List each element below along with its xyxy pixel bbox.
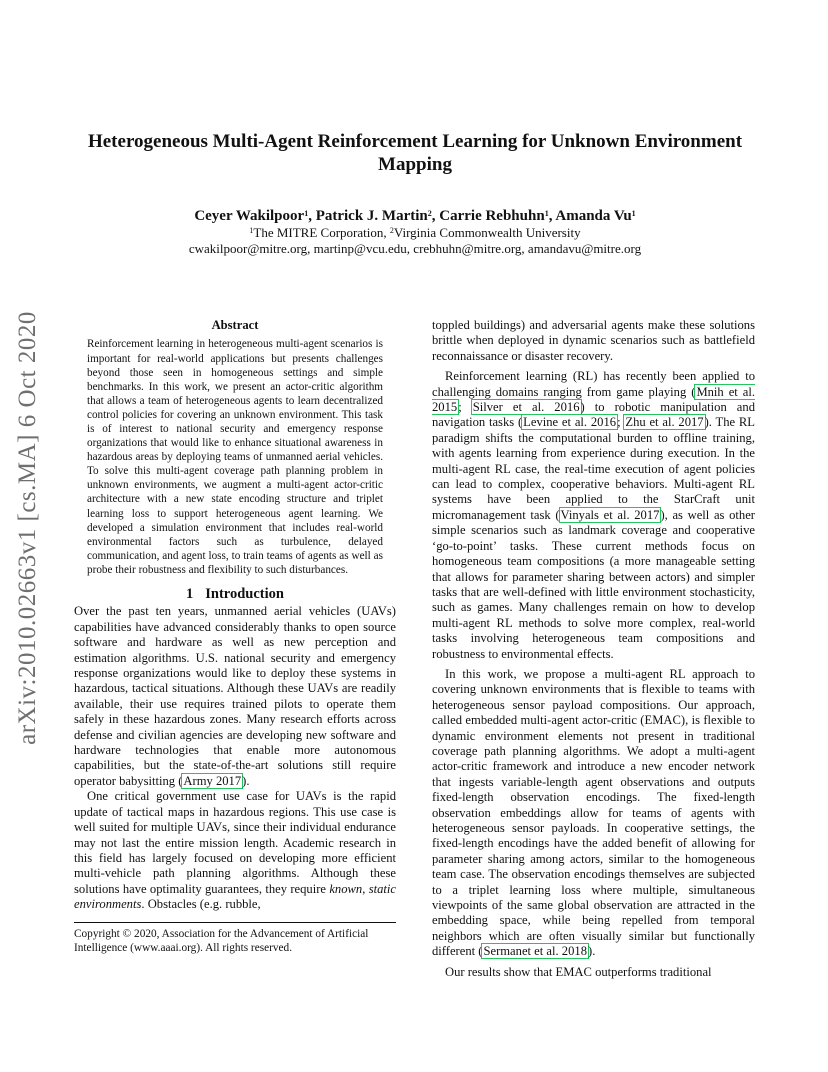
paragraph-text: ; bbox=[458, 400, 472, 415]
paragraph-text: Reinforcement learning (RL) has recently been applied to challenging domains ranging from game playing ( bbox=[432, 369, 755, 399]
citation-link[interactable]: Mnih et al. 2015 bbox=[432, 384, 755, 415]
left-column bbox=[74, 318, 396, 913]
affiliations bbox=[70, 225, 760, 241]
right-paragraph-approach bbox=[432, 667, 755, 960]
emphasis-text: known bbox=[329, 881, 363, 896]
affil-mark: 2 bbox=[389, 226, 394, 235]
right-paragraph-continued: toppled buildings) and adversarial agents make these solutions brittle when deployed in dynamic scenarios such as battlefield reconnaissance or disaster recovery. bbox=[432, 318, 755, 363]
paragraph-text: ; bbox=[617, 415, 625, 430]
affiliation-name: Virginia Commonwealth University bbox=[393, 225, 581, 240]
author-affil-mark: 1 bbox=[304, 209, 309, 218]
copyright-footnote: Copyright © 2020, Association for the Advancement of Artificial Intelligence (www.aaai.org). All rights reserved. bbox=[74, 922, 396, 955]
paragraph-text: . Obstacles (e.g. rubble, bbox=[141, 897, 261, 912]
affiliation-name: The MITRE Corporation, bbox=[253, 225, 390, 240]
right-paragraph-results: Our results show that EMAC outperforms traditional bbox=[445, 964, 712, 979]
arxiv-identifier-stamp bbox=[8, 288, 48, 768]
affil-mark: 1 bbox=[249, 226, 254, 235]
author-list: Ceyer Wakilpoor$^1$, Patrick J. Martin$^2$, Carrie Rebhuhn$^1$, Amanda Vu$^1$ bbox=[194, 208, 636, 224]
paragraph-text: ). bbox=[242, 773, 250, 788]
intro-paragraph-1 bbox=[74, 604, 396, 789]
citation-link[interactable]: Army 2017 bbox=[183, 773, 242, 788]
right-paragraph-rl bbox=[432, 369, 755, 662]
emphasis-text: static environments bbox=[74, 881, 396, 912]
paragraph-text: In this work, we propose a multi-agent RL approach to covering unknown environments that is flexible to teams with heterogeneous sensor payload compositions. Our approach, called embedded multi-agent actor-critic (EMAC), is flexible to dynamic environment elements not present in traditional coverage path planning algorithms. We adopt a multi-agent actor-critic framework and introduce a new encoder network that ingests variable-length agent observations and outputs fixed-length observation encodings. The fixed-length observation embeddings allow for teams of agents with heterogeneous sensor payloads. In cooperative settings, the fixed-length encodings have the added benefit of allowing for parameter sharing among actors, similar to the homogeneous team case. The observation encodings themselves are subjected to a triplet learning loss where multiple, simultaneous viewpoints of the same global observation are attracted in the embedding space, while being repelled from temporal neighbors which are often visually similar but functionally different ( bbox=[432, 666, 755, 959]
section-title: Introduction bbox=[205, 586, 284, 602]
author-affil-mark: 1 bbox=[544, 209, 549, 218]
citation-link[interactable]: Levine et al. 2016 bbox=[523, 415, 617, 430]
intro-paragraph-2 bbox=[74, 789, 396, 912]
paragraph-text: One critical government use case for UAVs is the rapid update of tactical maps in hazardous regions. This use case is well suited for multiple UAVs, since their individual endurance may not last the entire mission length. Academic research in this field has largely focused on developing more efficient multi-vehicle path planning algorithms. Although these solutions have optimality guarantees, they require bbox=[74, 789, 396, 896]
abstract-heading: Abstract bbox=[211, 318, 259, 332]
paragraph-text: ). bbox=[588, 944, 596, 959]
arxiv-identifier-text: arXiv:2010.02663v1 [cs.MA] 6 Oct 2020 bbox=[14, 311, 42, 745]
paragraph-text: ), as well as other simple scenarios such as landmark coverage and cooperative ‘go-to-point’ tasks. These current methods focus on homogeneous team compositions (a more manageable setting that allows for parameter sharing between actors) and simpler tasks that are well-defined with little environment stochasticity, such as games. Many challenges remain on how to develop multi-agent RL methods to solve more complex, real-world tasks involving heterogeneous team compositions and robustness to environmental effects. bbox=[432, 507, 755, 661]
author-name: Amanda Vu bbox=[555, 208, 632, 224]
section-number: 1 bbox=[186, 586, 194, 602]
author-name: Carrie Rebhuhn bbox=[439, 208, 545, 224]
author-affil-mark: 1 bbox=[631, 209, 636, 218]
citation-link[interactable]: Zhu et al. 2017 bbox=[625, 415, 704, 430]
right-column bbox=[432, 318, 755, 980]
author-name: Patrick J. Martin bbox=[315, 208, 428, 224]
abstract-text: Reinforcement learning in heterogeneous multi-agent scenarios is important for real-world applications but presents challenges beyond those seen in homogeneous settings and simple benchmarks. In this work, we present an actor-critic algorithm that allows a team of heterogeneous agents to learn decentralized control policies for covering an unknown environment. This task is of interest to national security and emergency response organizations that would like to enhance situational awareness in hazardous areas by deploying teams of unmanned aerial vehicles. To solve this multi-agent coverage path planning problem in unknown environments, we augment a multi-agent actor-critic architecture with a new state encoding structure and triplet learning loss to support heterogeneous agent learning. We developed a simulation environment that includes real-world environmental factors such as turbulence, delayed communication, and agent loss, to train teams of agents as well as probe their robustness and flexibility to such disturbances. bbox=[87, 338, 383, 576]
citation-link[interactable]: Sermanet et al. 2018 bbox=[483, 944, 587, 959]
citation-link[interactable]: Vinyals et al. 2017 bbox=[560, 507, 660, 522]
author-affil-mark: 2 bbox=[427, 209, 432, 218]
author-name: Ceyer Wakilpoor bbox=[194, 208, 305, 224]
paragraph-text: , bbox=[362, 881, 369, 896]
paragraph-text: Over the past ten years, unmanned aerial vehicles (UAVs) capabilities have advanced considerably thanks to open source software and hardware as well as new perception and estimation algorithms. U.S. national security and emergency response organizations would like to deploy these systems in hazardous, tactical situations. Although these UAVs are readily available, their use requires trained pilots to operate them safely in these hazardous zones. Many research efforts across defense and civilian agencies are developing new software and hardware technologies that enable more autonomous capabilities, but the state-of-the-art solutions still require operator babysitting ( bbox=[74, 604, 396, 788]
paragraph-text: ). The RL paradigm shifts the computational burden to offline training, with agents learning from experience during execution. In the multi-agent RL case, the real-time execution of agent policies can lead to complex, cooperative behaviors. Multi-agent RL systems have been applied to the StarCraft unit micromanagement task ( bbox=[432, 415, 755, 522]
section-heading-introduction bbox=[74, 587, 396, 602]
citation-link[interactable]: Silver et al. 2016 bbox=[472, 400, 580, 415]
paragraph-text: ) to robotic manipulation and navigation tasks ( bbox=[432, 400, 755, 430]
author-emails: cwakilpoor@mitre.org, martinp@vcu.edu, crebhuhn@mitre.org, amandavu@mitre.org bbox=[188, 241, 642, 256]
paper-title: Heterogeneous Multi-Agent Reinforcement Learning for Unknown Environment Mapping bbox=[87, 131, 743, 175]
